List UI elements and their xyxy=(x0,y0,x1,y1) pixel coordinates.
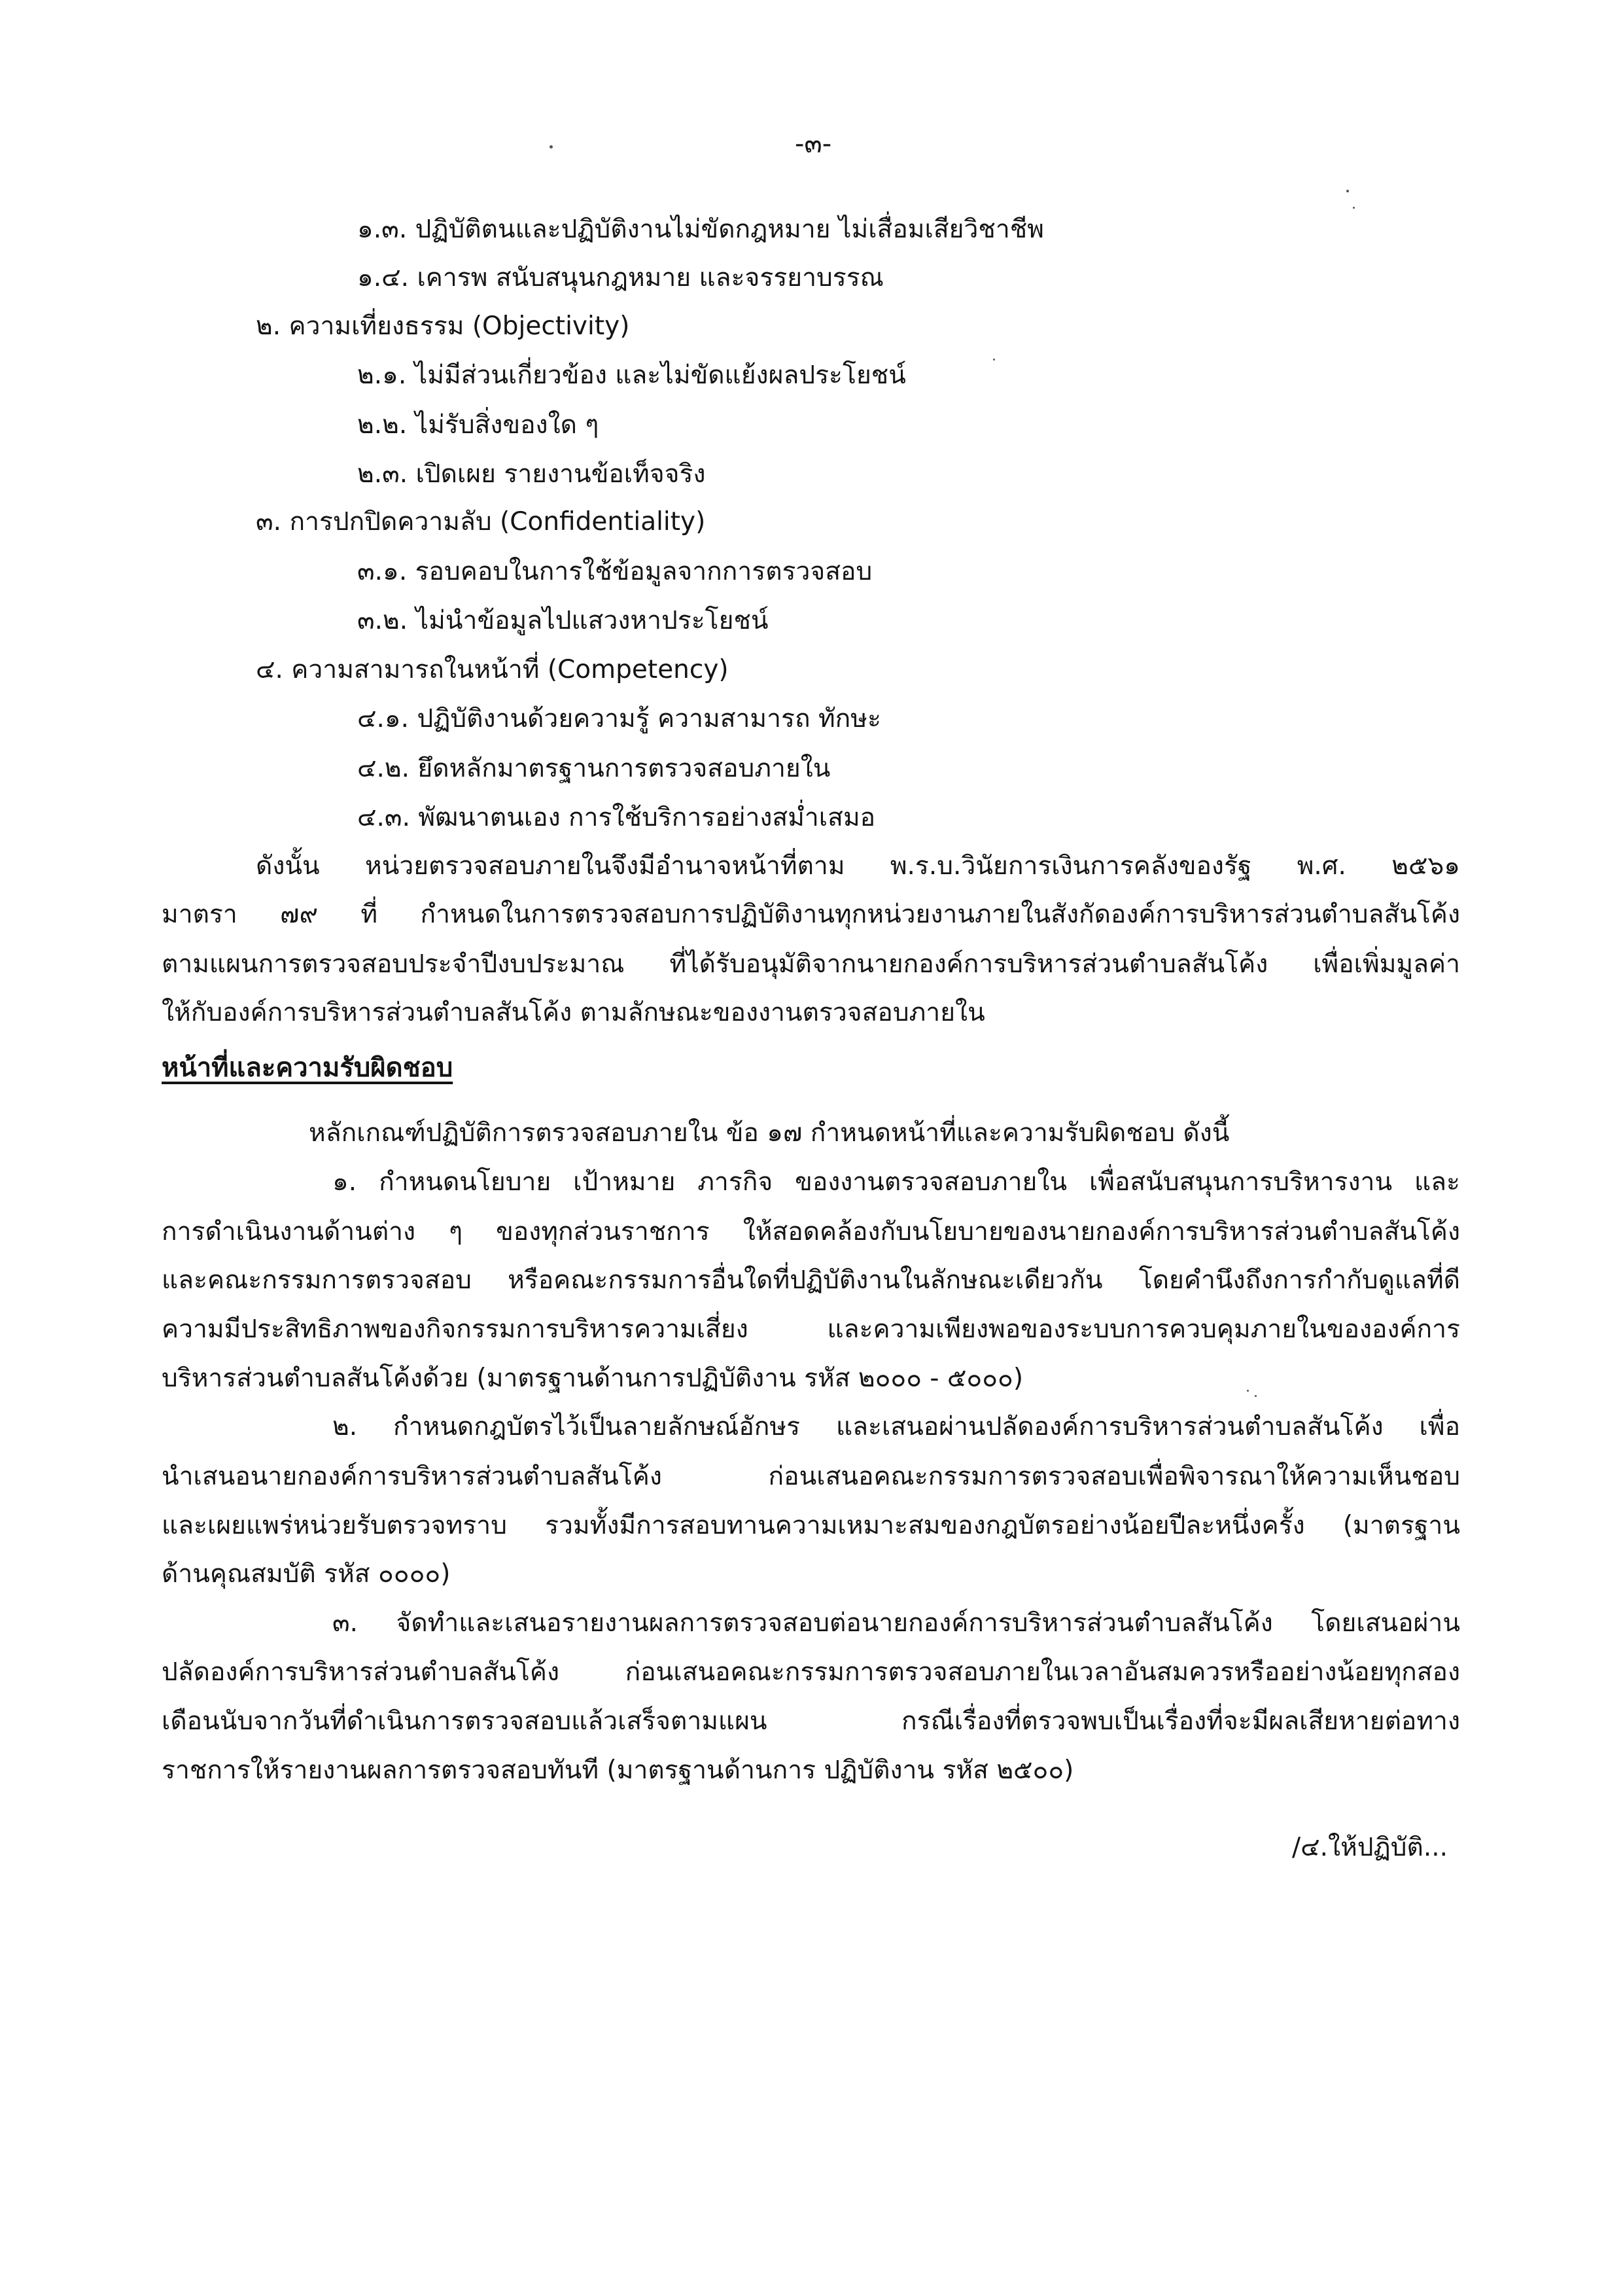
duty-1-line: และคณะกรรมการตรวจสอบ หรือคณะกรรมการอื่นใดที่ปฏิบัติงานในลักษณะเดียวกัน โดยคำนึงถึงการกำกับดูแลที่ดี xyxy=(162,1265,1460,1295)
scan-speck xyxy=(1247,1390,1249,1392)
list-item: ๑.๔. เคารพ สนับสนุนกฎหมาย และจรรยาบรรณ xyxy=(357,263,884,292)
intro-paragraph-line: มาตรา ๗๙ ที่ กำหนดในการตรวจสอบการปฏิบัติงานทุกหน่วยงานภายในสังกัดองค์การบริหารส่วนตำบลสันโค้ง xyxy=(162,900,1460,929)
scan-speck xyxy=(1255,1395,1257,1397)
list-item: ๓.๒. ไม่นำข้อมูลไปแสวงหาประโยชน์ xyxy=(357,606,769,635)
section-title: หน้าที่และความรับผิดชอบ xyxy=(162,1053,453,1083)
list-heading: ๓. การปกปิดความลับ (Confidentiality) xyxy=(256,507,706,537)
duty-3-line: ราชการให้รายงานผลการตรวจสอบทันที (มาตรฐานด้านการ ปฏิบัติงาน รหัส ๒๕๐๐) xyxy=(162,1756,1074,1785)
list-item: ๒.๑. ไม่มีส่วนเกี่ยวข้อง และไม่ขัดแย้งผลประโยชน์ xyxy=(357,361,906,390)
duty-2-line: ๒. กำหนดกฎบัตรไว้เป็นลายลักษณ์อักษร และเสนอผ่านปลัดองค์การบริหารส่วนตำบลสันโค้ง เพื่อ xyxy=(332,1412,1460,1441)
duty-1-line: ๑. กำหนดนโยบาย เป้าหมาย ภารกิจ ของงานตรวจสอบภายใน เพื่อสนับสนุนการบริหารงาน และ xyxy=(332,1167,1460,1197)
continuation-note: /๔.ให้ปฏิบัติ... xyxy=(1292,1833,1448,1862)
duty-1-line: ความมีประสิทธิภาพของกิจกรรมการบริหารความเสี่ยง และความเพียงพอของระบบการควบคุมภายในขององค์การ xyxy=(162,1315,1460,1344)
list-item: ๓.๑. รอบคอบในการใช้ข้อมูลจากการตรวจสอบ xyxy=(357,557,873,586)
duty-2-line: และเผยแพร่หน่วยรับตรวจทราบ รวมทั้งมีการสอบทานความเหมาะสมของกฎบัตรอย่างน้อยปีละหนึ่งครั้ง (มาตรฐาน xyxy=(162,1511,1460,1540)
list-item: ๔.๒. ยึดหลักมาตรฐานการตรวจสอบภายใน xyxy=(357,754,831,783)
intro-paragraph-line: ให้กับองค์การบริหารส่วนตำบลสันโค้ง ตามลักษณะของงานตรวจสอบภายใน xyxy=(162,998,985,1027)
list-item: ๒.๓. เปิดเผย รายงานข้อเท็จจริง xyxy=(357,459,706,489)
duty-2-line: ด้านคุณสมบัติ รหัส ๐๐๐๐) xyxy=(162,1559,451,1589)
intro-paragraph-line: ตามแผนการตรวจสอบประจำปีงบประมาณ ที่ได้รับอนุมัติจากนายกองค์การบริหารส่วนตำบลสันโค้ง เพื่อเพิ่มมูลค่า xyxy=(162,949,1460,979)
list-item: ๒.๒. ไม่รับสิ่งของใด ๆ xyxy=(357,410,599,440)
list-heading: ๒. ความเที่ยงธรรม (Objectivity) xyxy=(256,311,630,341)
scan-speck xyxy=(1346,190,1349,192)
scan-speck xyxy=(993,359,995,361)
page-number: -๓- xyxy=(795,129,832,159)
scan-speck xyxy=(1353,207,1355,209)
intro-paragraph-line: ดังนั้น หน่วยตรวจสอบภายในจึงมีอำนาจหน้าที่ตาม พ.ร.บ.วินัยการเงินการคลังของรัฐ พ.ศ. ๒๕๖๑ xyxy=(256,851,1460,881)
list-item: ๑.๓. ปฏิบัติตนและปฏิบัติงานไม่ขัดกฎหมาย ไม่เสื่อมเสียวิชาชีพ xyxy=(357,215,1044,244)
scan-speck xyxy=(550,145,553,149)
list-item: ๔.๓. พัฒนาตนเอง การใช้บริการอย่างสม่ำเสมอ xyxy=(357,803,876,832)
list-heading: ๔. ความสามารถในหน้าที่ (Competency) xyxy=(256,655,729,684)
duty-3-line: เดือนนับจากวันที่ดำเนินการตรวจสอบแล้วเสร็จตามแผน กรณีเรื่องที่ตรวจพบเป็นเรื่องที่จะมีผลเสียหายต่อทาง xyxy=(162,1706,1460,1736)
duty-1-line: การดำเนินงานด้านต่าง ๆ ของทุกส่วนราชการ ให้สอดคล้องกับนโยบายของนายกองค์การบริหารส่วนตำบลสันโค้ง xyxy=(162,1217,1460,1246)
list-item: ๔.๑. ปฏิบัติงานด้วยความรู้ ความสามารถ ทักษะ xyxy=(357,704,881,733)
duty-1-line: บริหารส่วนตำบลสันโค้งด้วย (มาตรฐานด้านการปฏิบัติงาน รหัส ๒๐๐๐ - ๕๐๐๐) xyxy=(162,1364,1024,1393)
duty-2-line: นำเสนอนายกองค์การบริหารส่วนตำบลสันโค้ง ก่อนเสนอคณะกรรมการตรวจสอบเพื่อพิจารณาให้ความเห็นชอบ xyxy=(162,1462,1460,1491)
duty-3-line: ๓. จัดทำและเสนอรายงานผลการตรวจสอบต่อนายกองค์การบริหารส่วนตำบลสันโค้ง โดยเสนอผ่าน xyxy=(332,1608,1460,1638)
duty-3-line: ปลัดองค์การบริหารส่วนตำบลสันโค้ง ก่อนเสนอคณะกรรมการตรวจสอบภายในเวลาอันสมควรหรืออย่างน้อยทุกสอง xyxy=(162,1657,1460,1687)
section-intro: หลักเกณฑ์ปฏิบัติการตรวจสอบภายใน ข้อ ๑๗ กำหนดหน้าที่และความรับผิดชอบ ดังนี้ xyxy=(309,1118,1230,1148)
